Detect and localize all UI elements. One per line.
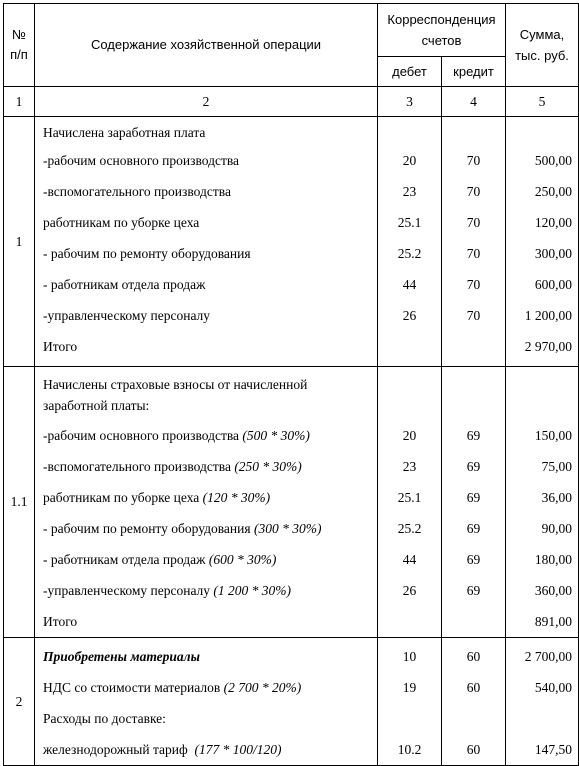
- header-content: Содержание хозяйственной операции: [35, 4, 378, 87]
- debit-value: 26: [402, 582, 417, 598]
- debit-column: [378, 367, 442, 638]
- sum-value: 180,00: [534, 551, 572, 567]
- sum-value: 250,00: [534, 183, 572, 199]
- credit-value: 69: [466, 582, 481, 598]
- credit-value: 70: [466, 276, 481, 292]
- operation-line: -рабочим основного производства: [43, 152, 240, 168]
- operation-line: -управленческому персоналу (1 200 * 30%): [43, 582, 292, 598]
- total-sum: 891,00: [534, 613, 572, 629]
- sum-value: 36,00: [541, 489, 572, 505]
- debit-value: 25.1: [397, 214, 422, 230]
- index-cell: 4: [442, 87, 506, 117]
- debit-value: 44: [402, 551, 417, 567]
- debit-value: 25.2: [397, 245, 422, 261]
- sum-value: 360,00: [534, 582, 572, 598]
- credit-value: 60: [466, 648, 481, 664]
- index-cell: 3: [378, 87, 442, 117]
- debit-value: 20: [402, 152, 417, 168]
- index-cell: 1: [4, 87, 35, 117]
- operation-line: -вспомогательного производства (250 * 30%): [43, 458, 302, 474]
- debit-value: 20: [402, 427, 417, 443]
- group-number: 2: [4, 638, 35, 766]
- sum-value: 1 200,00: [524, 307, 572, 323]
- debit-value: 23: [402, 183, 417, 199]
- sum-value: 75,00: [541, 458, 572, 474]
- total-sum: 2 970,00: [524, 338, 572, 354]
- total-line: Итого: [43, 613, 78, 629]
- header-correspondence: Корреспонденция счетов: [378, 4, 506, 57]
- credit-value: 69: [466, 489, 481, 505]
- header-sum: Сумма, тыс. руб.: [506, 4, 579, 87]
- debit-value: 10: [402, 648, 417, 664]
- credit-value: 70: [466, 152, 481, 168]
- group-title: Начислены страховые взносы от начисленной заработной платы:: [43, 377, 308, 413]
- sum-value: 500,00: [534, 152, 572, 168]
- operation-line: Расходы по доставке:: [43, 710, 166, 726]
- debit-column: [378, 117, 442, 367]
- sum-value: 150,00: [534, 427, 572, 443]
- credit-value: 69: [466, 520, 481, 536]
- sum-value: 2 700,00: [524, 648, 572, 664]
- header-num: № п/п: [4, 4, 35, 87]
- sum-value: 300,00: [534, 245, 572, 261]
- credit-value: 70: [466, 245, 481, 261]
- credit-column: [442, 367, 506, 638]
- sum-column: [506, 367, 579, 638]
- group-title: Начислена заработная плата: [43, 124, 206, 140]
- operation-line: Приобретены материалы: [43, 648, 200, 664]
- group-content: [35, 367, 378, 638]
- group-row: [4, 117, 579, 367]
- index-cell: 2: [35, 87, 378, 117]
- header-credit: кредит: [442, 57, 506, 87]
- credit-value: 70: [466, 214, 481, 230]
- total-line: Итого: [43, 338, 78, 354]
- group-number: 1.1: [4, 367, 35, 638]
- credit-value: 69: [466, 551, 481, 567]
- debit-value: [378, 703, 441, 734]
- debit-value: 44: [402, 276, 417, 292]
- sum-value: 147,50: [534, 741, 572, 757]
- operation-line: железнодорожный тариф (177 * 100/120): [43, 741, 282, 757]
- operation-line: -вспомогательного производства: [43, 183, 231, 199]
- operation-line: - рабочим по ремонту оборудования: [43, 245, 251, 261]
- debit-value: 25.1: [397, 489, 422, 505]
- sum-value: 600,00: [534, 276, 572, 292]
- credit-value: 60: [466, 741, 481, 757]
- sum-column: [506, 117, 579, 367]
- operation-line: -рабочим основного производства (500 * 30%): [43, 427, 310, 443]
- journal-table: [3, 3, 579, 766]
- credit-value: 60: [466, 679, 481, 695]
- operation-line: - рабочим по ремонту оборудования (300 * 30%): [43, 520, 322, 536]
- group-number: 1: [4, 117, 35, 367]
- group-content: [35, 638, 378, 766]
- credit-value: 70: [466, 183, 481, 199]
- header-debit: дебет: [378, 57, 442, 87]
- credit-value: 70: [466, 307, 481, 323]
- operation-line: НДС со стоимости материалов (2 700 * 20%): [43, 679, 302, 695]
- credit-value: 69: [466, 458, 481, 474]
- operation-line: работникам по уборке цеха (120 * 30%): [43, 489, 271, 505]
- operation-line: - работникам отдела продаж: [43, 276, 206, 292]
- credit-value: [442, 703, 505, 734]
- operation-line: работникам по уборке цеха: [43, 214, 200, 230]
- debit-column: [378, 638, 442, 766]
- debit-value: 19: [402, 679, 417, 695]
- group-row: [4, 367, 579, 638]
- credit-value: 69: [466, 427, 481, 443]
- group-row: [4, 638, 579, 766]
- operation-line: -управленческому персоналу: [43, 307, 211, 323]
- sum-value: [506, 703, 572, 734]
- debit-value: 26: [402, 307, 417, 323]
- credit-column: [442, 638, 506, 766]
- debit-value: 25.2: [397, 520, 422, 536]
- index-cell: 5: [506, 87, 579, 117]
- sum-value: 540,00: [534, 679, 572, 695]
- sum-value: 90,00: [541, 520, 572, 536]
- group-content: [35, 117, 378, 367]
- sum-column: [506, 638, 579, 766]
- debit-value: 10.2: [397, 741, 422, 757]
- credit-column: [442, 117, 506, 367]
- debit-value: 23: [402, 458, 417, 474]
- sum-value: 120,00: [534, 214, 572, 230]
- operation-line: - работникам отдела продаж (600 * 30%): [43, 551, 277, 567]
